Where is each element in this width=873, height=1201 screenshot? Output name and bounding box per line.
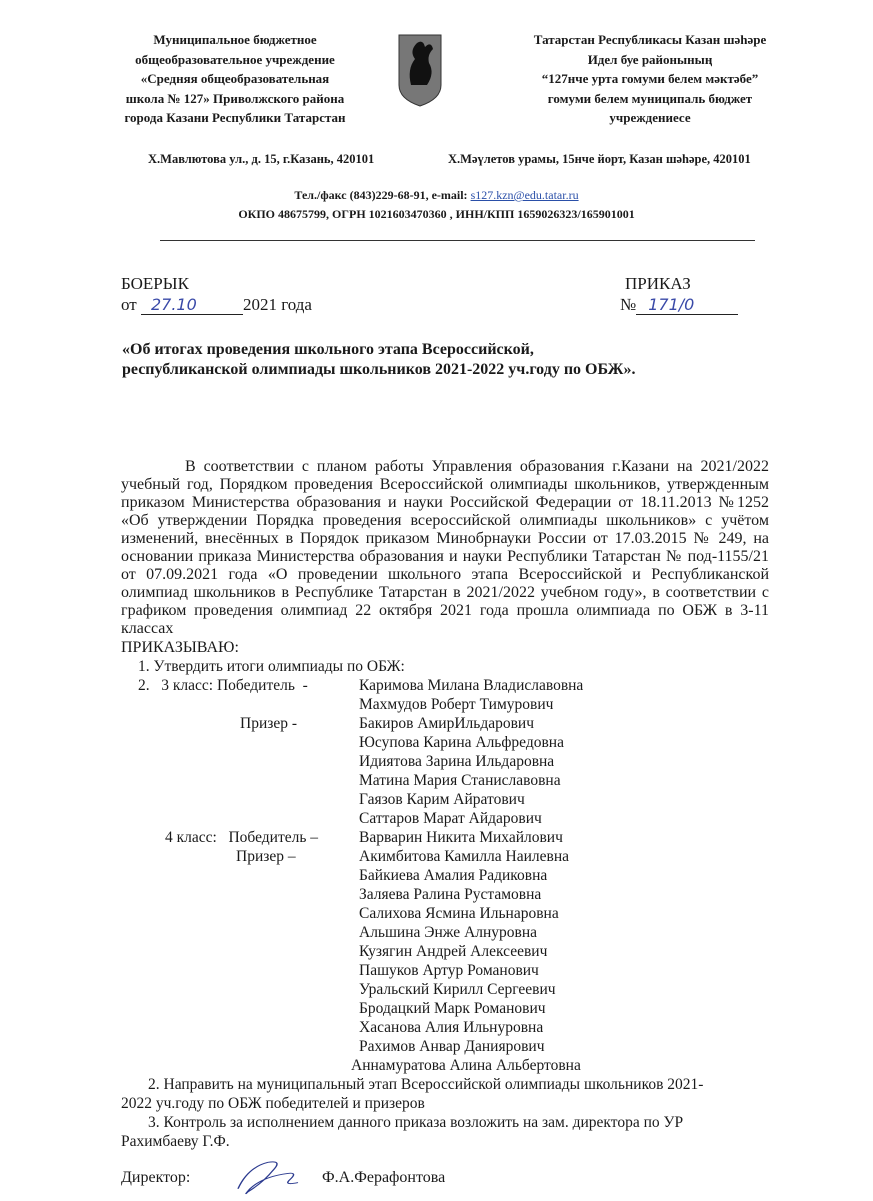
header-line: школа № 127» Приволжского района	[125, 90, 345, 106]
header-line: “127нче урта гомуми белем мәктәбе”	[541, 71, 759, 86]
order-number	[620, 295, 738, 315]
header-line: Муниципальное бюджетное	[153, 32, 317, 47]
divider	[160, 240, 755, 241]
row-label	[138, 1056, 353, 1075]
row-label	[138, 961, 353, 980]
participant-name: Рахимов Анвар Даниярович	[359, 1038, 545, 1055]
item-2	[121, 1075, 769, 1094]
participant-name: Уральский Кирилл Сергеевич	[359, 981, 556, 998]
school-name-ru	[100, 30, 370, 128]
participant-name: Кузягин Андрей Алексеевич	[359, 943, 548, 960]
row-label	[138, 885, 353, 904]
participant-name: Байкиева Амалия Радиковна	[359, 867, 548, 884]
header-line: учреждениесе	[609, 110, 691, 125]
row-label	[138, 1018, 353, 1037]
title-line: республиканской олимпиады школьников 2021-2022 уч.году по ОБЖ».	[122, 361, 636, 378]
participant-name: Пашуков Артур Романович	[359, 962, 539, 979]
item-3-line: Рахимбаеву Г.Ф.	[121, 1133, 230, 1150]
number-handwritten: 171/0	[636, 295, 738, 315]
signature-block	[121, 1155, 769, 1201]
school-name-tt	[500, 30, 800, 128]
item-3	[121, 1113, 769, 1132]
participant-name: Варварин Никита Михайлович	[359, 829, 563, 846]
signature-role: Директор:	[121, 1169, 191, 1186]
header-line: города Казани Республики Татарстан	[124, 110, 346, 125]
date-handwritten: 27.10	[141, 295, 243, 315]
participant-name: Салихова Ясмина Ильнаровна	[359, 905, 559, 922]
order-content	[121, 458, 769, 1201]
participant-name: Заляева Ралина Рустамовна	[359, 886, 542, 903]
header-line: гомуми белем муниципаль бюджет	[547, 90, 753, 106]
signature-name: Ф.А.Ферафонтова	[322, 1169, 446, 1186]
address-ru: Х.Мавлютова ул., д. 15, г.Казань, 420101	[148, 152, 375, 166]
participant-name: Юсупова Карина Альфредовна	[359, 734, 564, 751]
row-label: Призер –	[236, 848, 296, 865]
header-line: Татарстан Республикасы Казан шәһәре	[533, 32, 767, 47]
codes: ОКПО 48675799, ОГРН 1021603470360 , ИНН/КПП 1659026323/165901001	[238, 207, 635, 221]
no: №	[620, 295, 637, 314]
item-2-line: 2. Направить на муниципальный этап Всероссийской олимпиады школьников 2021-	[148, 1076, 704, 1093]
participant-name: Хасанова Алия Ильнуровна	[359, 1019, 544, 1036]
participant-name: Каримова Милана Владиславовна	[359, 677, 584, 694]
participant-name: Акимбитова Камилла Наилевна	[359, 848, 570, 865]
email-link[interactable]: s127.kzn@edu.tatar.ru	[470, 188, 579, 202]
row-label	[138, 942, 353, 961]
winners-list	[138, 676, 769, 1075]
boeryk-label: БОЕРЫК	[121, 274, 189, 293]
coat-of-arms-emblem	[397, 33, 443, 108]
participant-name: Идиятова Зарина Ильдаровна	[359, 753, 555, 770]
row-label	[138, 733, 353, 752]
participant-name: Альшина Энже Алнуровна	[359, 924, 538, 941]
participant-name: Аннамуратова Алина Альбертовна	[351, 1057, 581, 1074]
row-label	[138, 999, 353, 1018]
row-label	[138, 790, 353, 809]
header-line: «Средняя общеобразовательная	[140, 71, 330, 86]
participant-name: Гаязов Карим Айратович	[359, 791, 525, 808]
row-label	[138, 771, 353, 790]
prikaz-label: ПРИКАЗ	[625, 274, 691, 293]
order-date	[121, 295, 312, 315]
row-label: 4 класс: Победитель –	[165, 829, 319, 846]
item-2-line: 2022 уч.году по ОБЖ победителей и призеров	[121, 1095, 425, 1112]
body-paragraph	[121, 458, 769, 638]
item-1: 1. Утвердить итоги олимпиады по ОБЖ:	[138, 658, 405, 675]
address-tt: Х.Мәүлетов урамы, 15нче йорт, Казан шәһәре, 420101	[448, 152, 751, 166]
title-line: «Об итогах проведения школьного этапа Всероссийской,	[122, 341, 534, 358]
phone: Тел./факс (843)229-68-91, e-mail:	[294, 188, 471, 202]
order-title	[122, 340, 635, 380]
row-label	[138, 809, 353, 828]
row-label	[138, 1037, 353, 1056]
row-label: Призер -	[240, 715, 298, 732]
row-label	[138, 904, 353, 923]
prikazyvayu: ПРИКАЗЫВАЮ:	[121, 639, 239, 656]
participant-name: Матина Мария Станиславовна	[359, 772, 561, 789]
row-label	[138, 866, 353, 885]
row-label	[138, 980, 353, 999]
row-label	[138, 923, 353, 942]
participant-name: Бродацкий Марк Романович	[359, 1000, 546, 1017]
row-label	[138, 752, 353, 771]
body-text: В соответствии с планом работы Управления образования г.Казани на 2021/2022 учебный год, Порядком проведения Всероссийской олимпиады школьников, утвержденным приказом Министерства образования и науки Российской Федерации от 18.11.2013 №1252 «Об утверждении Порядка проведения всероссийской олимпиады школьников» с учётом изменений, внесённых в Порядок приказом Минобрнауки России от 17.03.2015 № 249, на основании приказа Министерства образования и науки Республики Татарстан № под-1155/21 от 07.09.2021 года «О проведении школьного этапа Всероссийской и Республиканской олимпиад школьников в Республике Татарстан в 2021/2022 учебном году», в соответствии с графиком проведения олимпиад 22 октября 2021 года прошла олимпиада по ОБЖ в 3-11 классах	[121, 458, 769, 637]
participant-name: Бакиров АмирИльдарович	[359, 715, 535, 732]
ot: от	[121, 295, 137, 314]
item-3-line: 3. Контроль за исполнением данного приказа возложить на зам. директора по УР	[148, 1114, 684, 1131]
contacts	[0, 188, 873, 203]
participant-name: Саттаров Марат Айдарович	[359, 810, 542, 827]
year: 2021 года	[242, 295, 312, 314]
header-line: общеобразовательное учреждение	[135, 51, 335, 67]
row-label	[138, 695, 353, 714]
participant-name: Махмудов Роберт Тимурович	[359, 696, 554, 713]
signature-image	[228, 1155, 308, 1201]
row-label: 2. 3 класс: Победитель -	[138, 677, 308, 694]
header-line: Идел буе районының	[587, 51, 713, 67]
